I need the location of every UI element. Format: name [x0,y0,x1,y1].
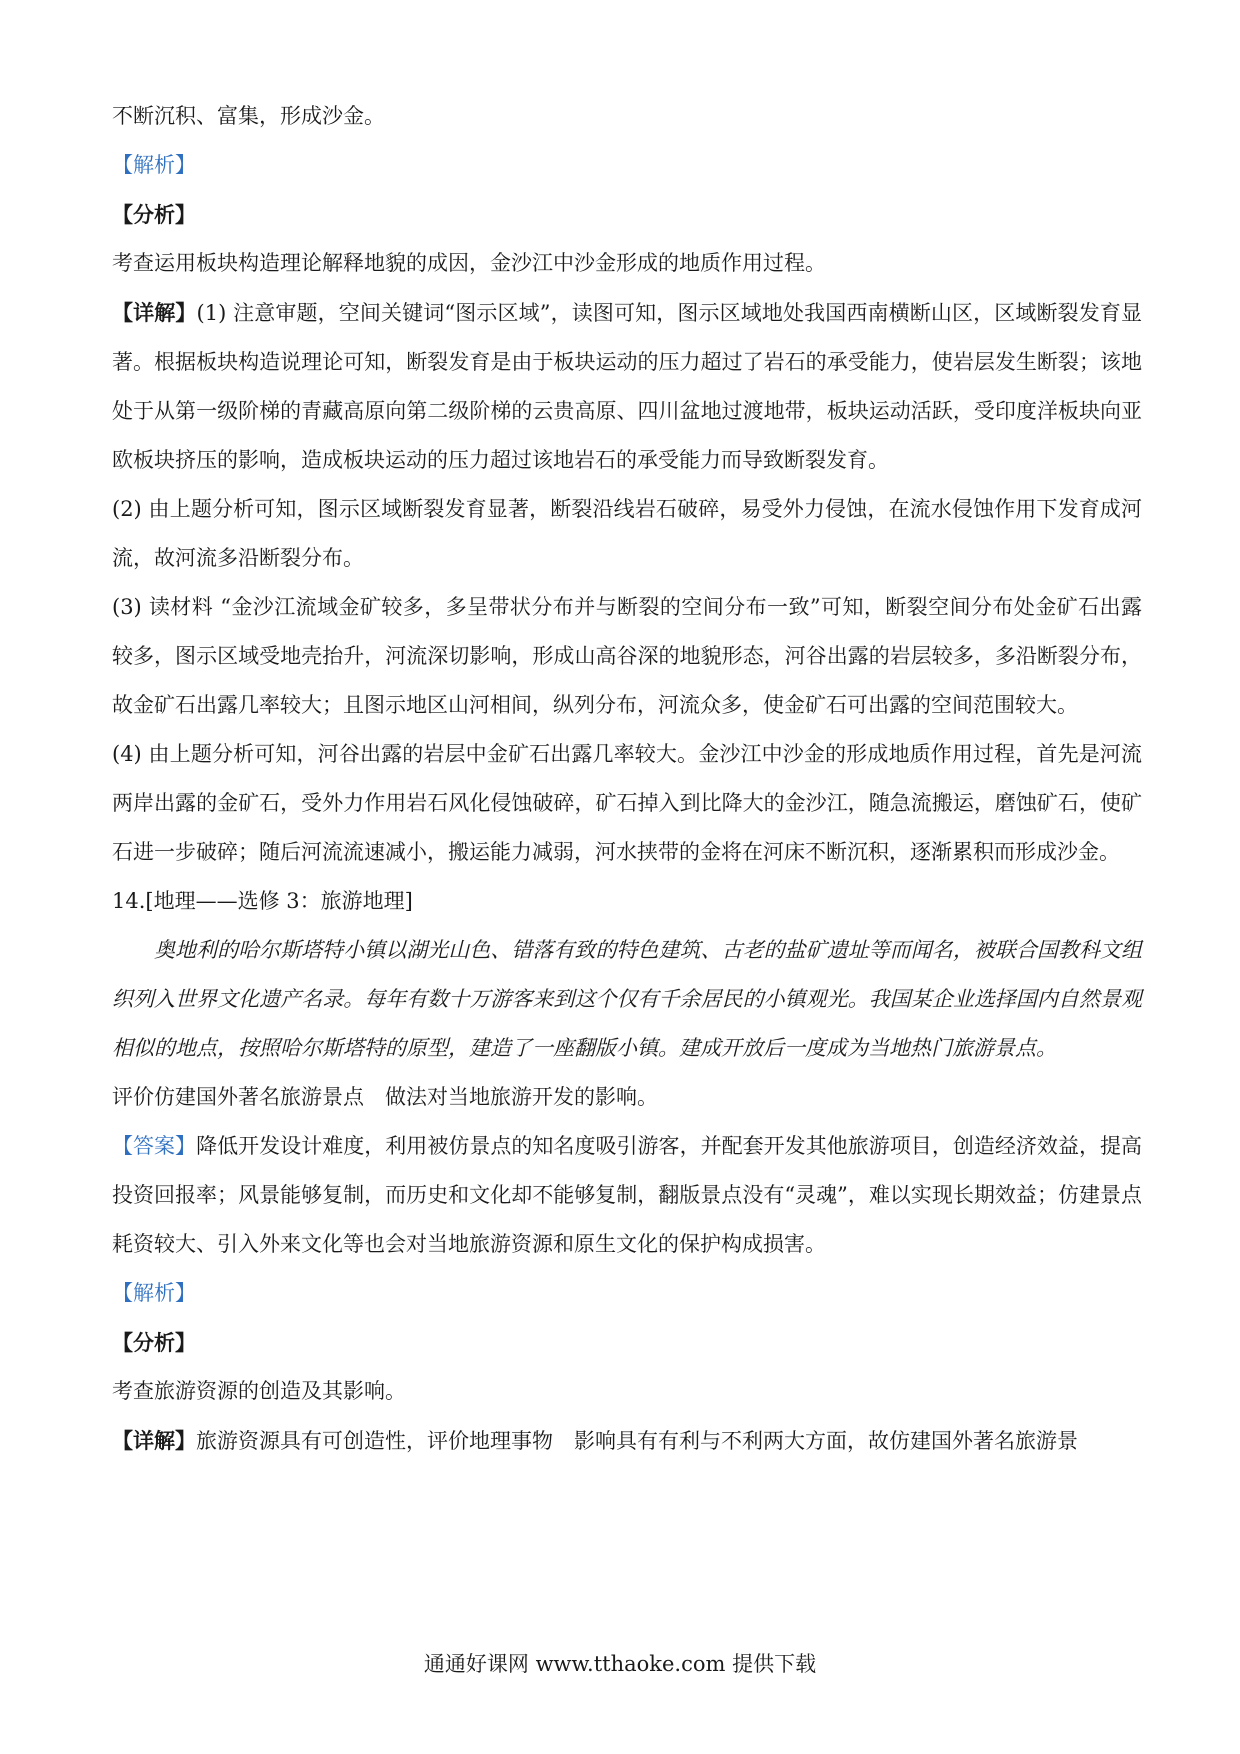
para-0: 不断沉积、富集，形成沙金。 [112,104,385,128]
detail-3: (3) 读材料 “金沙江流域金矿较多，多呈带状分布并与断裂的空间分布一致”可知，断裂空间分布处金矿石出露较多，图示区域受地壳抬升，河流深切影响，形成山高谷深的地貌形态，河谷出露的岩层较多，多沿断裂分布，故金矿石出露几率较大；且图示地区山河相间，纵列分布，河流众多，使金矿石可出露的空间范围较大。 [112,595,1142,717]
answer: 【答案】降低开发设计难度，利用被仿景点的知名度吸引游客，并配套开发其他旅游项目，创造经济效益，提高投资回报率；风景能够复制，而历史和文化却不能够复制，翻版景点没有“灵魂”，难以实现长期效益；仿建景点耗资较大、引入外来文化等也会对当地旅游资源和原生文化的保护构成损害。 [112,1134,1143,1256]
question-14-title: 14.[地理——选修 3：旅游地理] [112,889,413,913]
question-material: 奥地利的哈尔斯塔特小镇以湖光山色、错落有致的特色建筑、古老的盐矿遗址等而闻名，被联合国教科文组织列入世界文化遗产名录。每年有数十万游客来到这个仅有千余居民的小镇观光。我国某企业选择国内自然景观相似的地点，按照哈尔斯塔特的原型，建造了一座翻版小镇。建成开放后一度成为当地热门旅游景点。 [112,938,1142,1060]
fenxi-label-2: 【分析】 [112,1330,196,1355]
jiexi-tag-2: 【解析】 [112,1281,196,1305]
fenxi-label: 【分析】 [112,202,196,227]
detail-label: 【详解】 [112,300,197,325]
answer-tag: 【答案】 [112,1134,197,1158]
detail-5: 【详解】旅游资源具有可创造性，评价地理事物 影响具有有利与不利两大方面，故仿建国外著名旅游景 [112,1428,1078,1453]
jiexi-tag: 【解析】 [112,153,196,177]
analysis-text-2: 考查旅游资源的创造及其影响。 [112,1379,406,1403]
analysis-text: 考查运用板块构造理论解释地貌的成因，金沙江中沙金形成的地质作用过程。 [112,251,826,275]
question-prompt: 评价仿建国外著名旅游景点 做法对当地旅游开发的影响。 [112,1085,658,1109]
detail-2: (2) 由上题分析可知，图示区域断裂发育显著，断裂沿线岩石破碎，易受外力侵蚀，在流水侵蚀作用下发育成河流，故河流多沿断裂分布。 [112,497,1142,570]
document-page [112,92,1142,1466]
detail-4: (4) 由上题分析可知，河谷出露的岩层中金矿石出露几率较大。金沙江中沙金的形成地质作用过程，首先是河流两岸出露的金矿石，受外力作用岩石风化侵蚀破碎，矿石掉入到比降大的金沙江，随急流搬运，磨蚀矿石，使矿石进一步破碎；随后河流流速减小，搬运能力减弱，河水挟带的金将在河床不断沉积，逐渐累积而形成沙金。 [112,742,1142,864]
detail-label-2: 【详解】 [112,1428,196,1453]
page-footer: 通通好课网 www.tthaoke.com 提供下载 [423,1652,817,1676]
detail-1: 【详解】(1) 注意审题，空间关键词“图示区域”，读图可知，图示区域地处我国西南横断山区，区域断裂发育显著。根据板块构造说理论可知，断裂发育是由于板块运动的压力超过了岩石的承受能力，使岩层发生断裂；该地处于从第一级阶梯的青藏高原向第二级阶梯的云贵高原、四川盆地过渡地带，板块运动活跃，受印度洋板块向亚欧板块挤压的影响，造成板块运动的压力超过该地岩石的承受能力而导致断裂发育。 [112,300,1143,472]
